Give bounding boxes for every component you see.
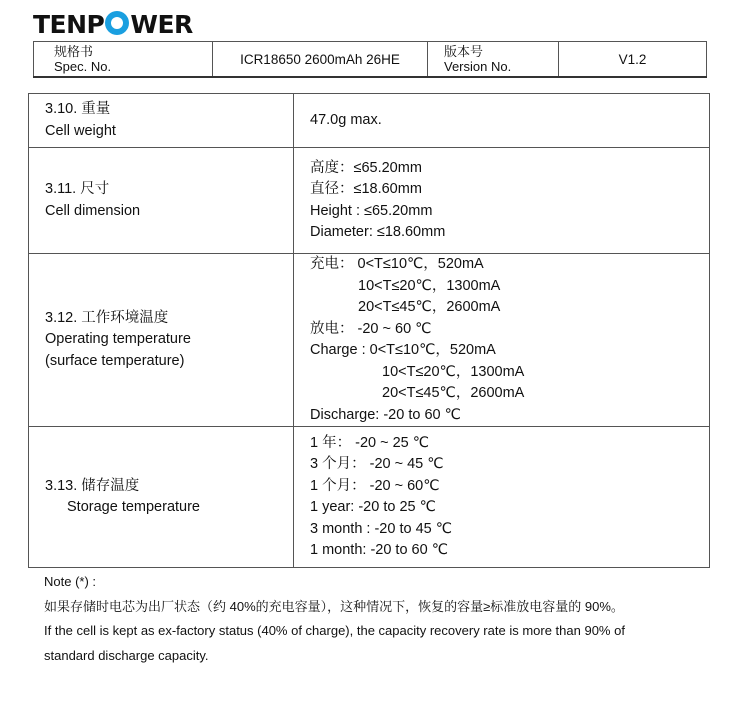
- spec-header-table: [33, 41, 707, 77]
- row-values: [294, 148, 710, 254]
- value-line: 1 年： -20 ~ 25 ℃: [310, 434, 430, 451]
- spec-label-en: Spec. No.: [54, 59, 112, 74]
- value-line: Discharge: -20 to 60 ℃: [310, 406, 461, 423]
- value-line: 20<T≤45℃，2600mA: [358, 299, 501, 315]
- value-line: Charge : 0<T≤10℃，520mA: [310, 342, 496, 358]
- row-values: [294, 94, 710, 148]
- value-line: 1 year: -20 to 25 ℃: [310, 499, 436, 515]
- version-label-cell: [428, 42, 559, 77]
- row-title-cn: 3.10. 重量: [45, 101, 111, 117]
- row-title-cn: 3.11. 尺寸: [45, 181, 110, 197]
- value-line: 3 个月： -20 ~ 45 ℃: [310, 456, 444, 472]
- table-row: [29, 427, 710, 568]
- row-title-en: Operating temperature: [45, 331, 191, 348]
- spec-value: ICR18650 2600mAh 26HE: [213, 42, 428, 77]
- spec-label-cn: 规格书: [54, 44, 94, 59]
- value-line: 放电： -20 ~ 60 ℃: [310, 320, 432, 337]
- logo-text-end: WER: [130, 10, 193, 39]
- spec-table: [28, 93, 710, 568]
- row-title-en: Cell dimension: [45, 202, 141, 219]
- row-title: [29, 94, 294, 148]
- value-line: 3 month : -20 to 45 ℃: [310, 520, 453, 537]
- row-title-en: Cell weight: [45, 122, 116, 139]
- company-logo: [33, 10, 193, 40]
- row-title: [29, 148, 294, 254]
- spec-label-cell: [34, 42, 213, 77]
- row-title-cn: 3.12. 工作环境温度: [45, 309, 169, 326]
- value-line: 1 month: -20 to 60 ℃: [310, 542, 448, 558]
- value-line: 充电： 0<T≤10℃，520mA: [310, 256, 484, 272]
- row-title: [29, 427, 294, 568]
- value-line: 1 个月： -20 ~ 60℃: [310, 477, 440, 494]
- row-values: [294, 427, 710, 568]
- table-row: [29, 94, 710, 148]
- power-circle-icon: [105, 11, 129, 35]
- value-line: 10<T≤20℃，1300mA: [382, 363, 525, 380]
- value-line: Diameter: ≤18.60mm: [310, 224, 446, 240]
- value-line: 10<T≤20℃，1300mA: [358, 277, 501, 294]
- header-rule: [33, 76, 707, 78]
- value-line: 47.0g max.: [310, 111, 382, 128]
- note-title: Note (*) :: [44, 574, 97, 589]
- row-title-cn: 3.13. 储存温度: [45, 477, 140, 494]
- table-row: [29, 254, 710, 427]
- value-line: 20<T≤45℃，2600mA: [382, 385, 525, 401]
- version-label-en: Version No.: [444, 59, 512, 74]
- value-line: Height : ≤65.20mm: [310, 202, 433, 219]
- value-line: 直径：≤18.60mm: [310, 181, 422, 197]
- notes-section: [44, 570, 714, 668]
- note-line-en: If the cell is kept as ex-factory status (40% of charge), the capacity recovery rate is more than 90% of: [44, 623, 625, 638]
- row-title-en: Storage temperature: [67, 499, 200, 515]
- version-label-cn: 版本号: [444, 44, 484, 59]
- note-line-cn: 如果存储时电芯为出厂状态（约 40%的充电容量），这种情况下，恢复的容量≥标准放电容量的 90%。: [44, 598, 624, 614]
- row-title: [29, 254, 294, 427]
- row-values: [294, 254, 710, 427]
- row-title-en-sub: (surface temperature): [45, 352, 185, 369]
- value-line: 高度：≤65.20mm: [310, 159, 422, 176]
- version-value: V1.2: [559, 42, 707, 77]
- logo-text-start: TENP: [33, 10, 105, 39]
- note-line-en: standard discharge capacity.: [44, 647, 209, 663]
- table-row: [29, 148, 710, 254]
